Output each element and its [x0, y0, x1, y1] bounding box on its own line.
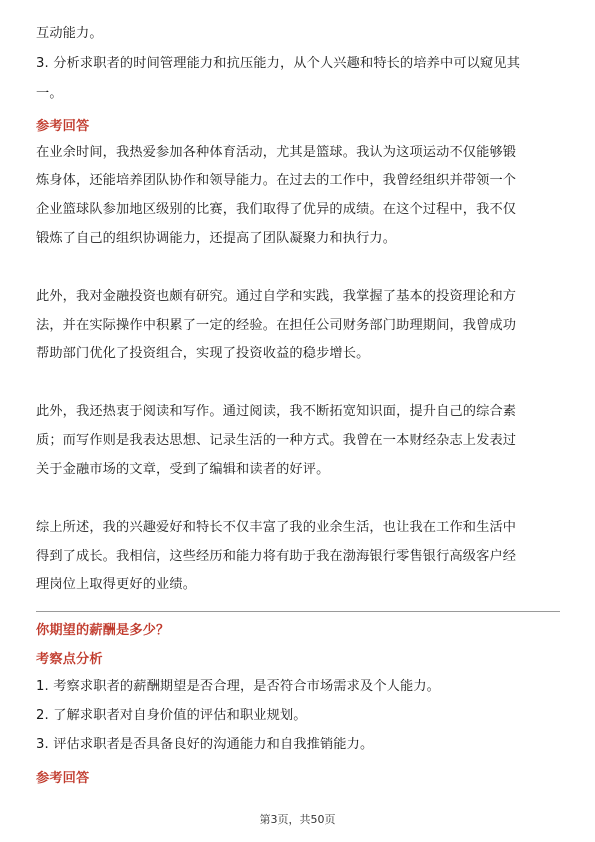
paragraph-line: 理岗位上取得更好的业绩。 [36, 577, 197, 592]
paragraph-line: 在业余时间，我热爱参加各种体育活动，尤其是篮球。我认为这项运动不仅能够锻 [36, 145, 517, 160]
paragraph-line: 关于金融市场的文章，受到了编辑和读者的好评。 [36, 462, 330, 477]
answer-heading: 参考回答 [36, 771, 90, 786]
paragraph-line: 综上所述，我的兴趣爱好和特长不仅丰富了我的业余生活，也让我在工作和生活中 [36, 520, 517, 535]
list-item: 1. 考察求职者的薪酬期望是否合理，是否符合市场需求及个人能力。 [36, 679, 441, 694]
page-number: 第3页，共50页 [259, 813, 336, 826]
text-line: 一。 [36, 86, 63, 101]
list-item: 3. 评估求职者是否具备良好的沟通能力和自我推销能力。 [36, 737, 374, 752]
text-line: 3. 分析求职者的时间管理能力和抗压能力，从个人兴趣和特长的培养中可以窥见其 [36, 56, 521, 71]
paragraph-line: 锻炼了自己的组织协调能力，还提高了团队凝聚力和执行力。 [36, 231, 397, 246]
text-line: 互动能力。 [36, 26, 103, 41]
paragraph-line: 质；而写作则是我表达思想、记录生活的一种方式。我曾在一本财经杂志上发表过 [36, 433, 517, 448]
paragraph-line: 帮助部门优化了投资组合，实现了投资收益的稳步增长。 [36, 346, 370, 361]
list-item: 2. 了解求职者对自身价值的评估和职业规划。 [36, 708, 307, 723]
section-divider [36, 611, 560, 612]
paragraph-line: 企业篮球队参加地区级别的比赛，我们取得了优异的成绩。在这个过程中，我不仅 [36, 202, 517, 217]
paragraph-line: 此外，我还热衷于阅读和写作。通过阅读，我不断拓宽知识面，提升自己的综合素 [36, 404, 517, 419]
paragraph-line: 法，并在实际操作中积累了一定的经验。在担任公司财务部门助理期间，我曾成功 [36, 318, 517, 333]
question-title: 你期望的薪酬是多少？ [36, 623, 170, 638]
analysis-heading: 考察点分析 [36, 652, 103, 667]
paragraph-line: 此外，我对金融投资也颇有研究。通过自学和实践，我掌握了基本的投资理论和方 [36, 289, 517, 304]
answer-heading: 参考回答 [36, 119, 90, 134]
paragraph-line: 炼身体，还能培养团队协作和领导能力。在过去的工作中，我曾经组织并带领一个 [36, 173, 517, 188]
paragraph-line: 得到了成长。我相信，这些经历和能力将有助于我在渤海银行零售银行高级客户经 [36, 549, 517, 564]
